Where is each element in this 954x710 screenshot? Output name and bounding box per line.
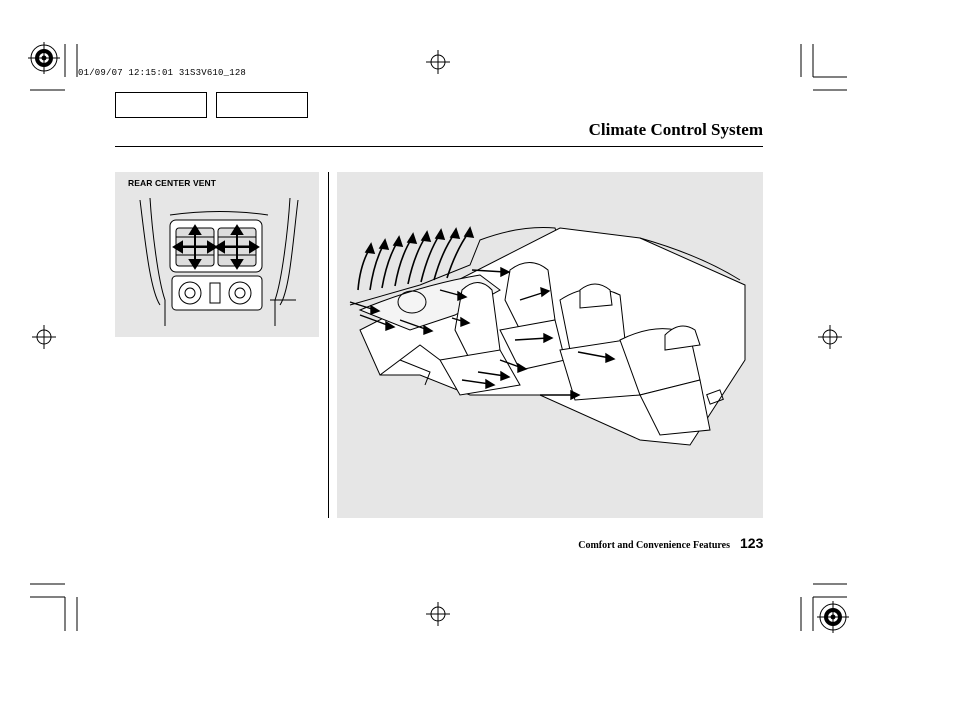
page-number: 123: [740, 535, 764, 551]
page-title: Climate Control System: [588, 120, 763, 139]
rear-center-vent-caption: REAR CENTER VENT: [128, 178, 217, 188]
print-job-code: 01/09/07 12:15:01 31S3V610_128: [78, 68, 247, 78]
footer-section-name: Comfort and Convenience Features: [578, 540, 730, 551]
